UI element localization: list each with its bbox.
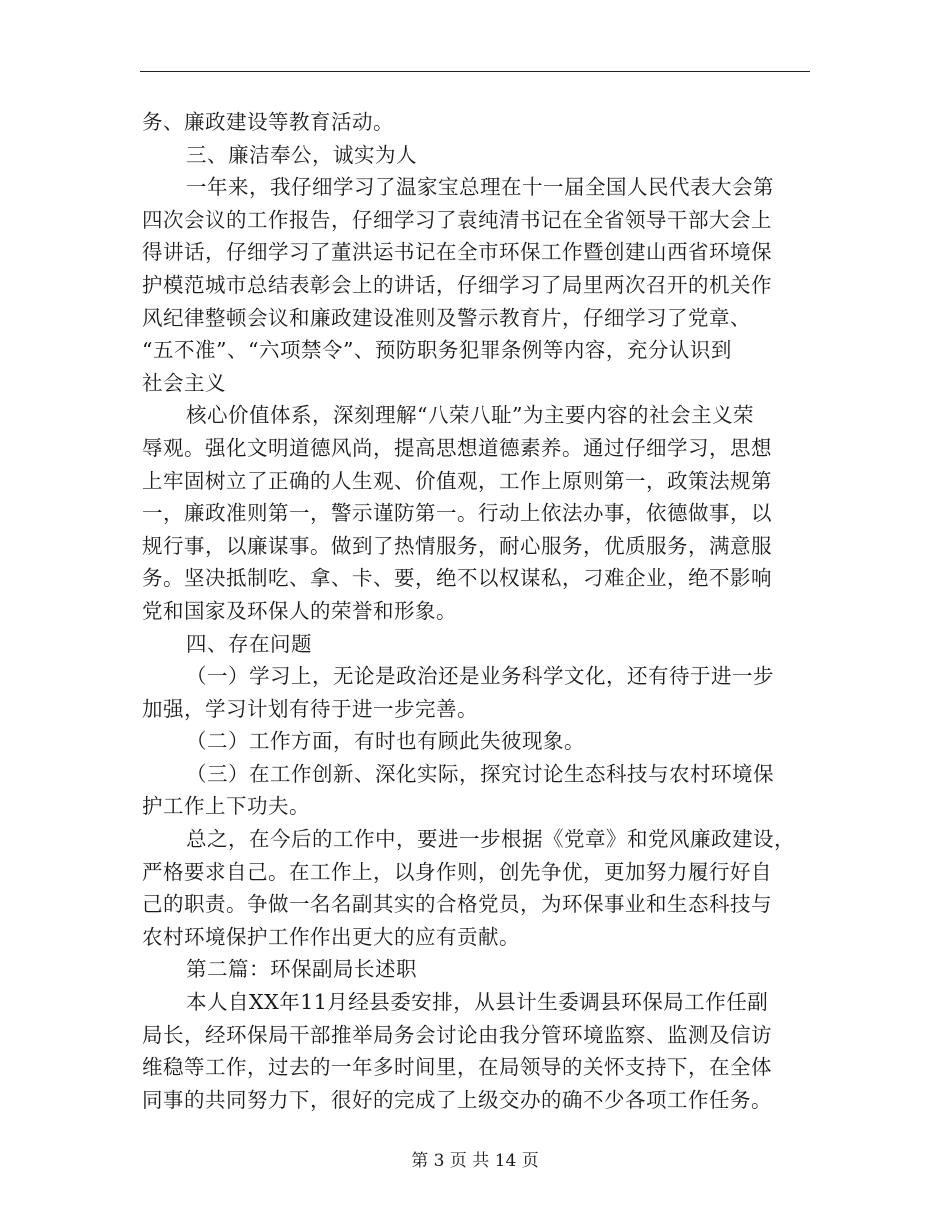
text-line: 规行事，以廉谋事。做到了热情服务，耐心服务，优质服务，满意服 [142, 533, 772, 558]
text-line: 己的职责。争做一名名副其实的合格党员，为环保事业和生态科技与 [142, 892, 772, 917]
text-line: （二）工作方面，有时也有顾此失彼现象。 [186, 729, 585, 754]
text-line: 护工作上下功夫。 [142, 794, 310, 819]
text-line: 上牢固树立了正确的人生观、价值观，工作上原则第一，政策法规第 [142, 468, 772, 493]
text-line: 务、廉政建设等教育活动。 [142, 110, 394, 134]
text-line: 加强，学习计划有待于进一步完善。 [142, 696, 478, 721]
text-line: 第二篇：环保副局长述职 [186, 957, 417, 982]
text-line: 四、存在问题 [186, 631, 312, 656]
text-line: 农村环境保护工作作出更大的应有贡献。 [142, 924, 520, 949]
text-line: “五不准”、“六项禁令”、预防职务犯罪条例等内容，充分认识到 [142, 338, 732, 363]
document-body [142, 106, 812, 1116]
text-line: 务。坚决抵制吃、拿、卡、要，绝不以权谋私，刁难企业，绝不影响 [142, 566, 772, 591]
text-line: 总之，在今后的工作中，要进一步根据《党章》和党风廉政建设， [186, 827, 795, 852]
text-line: 一年来，我仔细学习了温家宝总理在十一届全国人民代表大会第 [186, 175, 774, 200]
text-line: 风纪律整顿会议和廉政建设准则及警示教育片，仔细学习了党章、 [142, 305, 751, 330]
text-line: 核心价值体系，深刻理解“八荣八耻”为主要内容的社会主义荣 [186, 403, 754, 428]
page-number-footer: 第 3 页 共 14 页 [411, 1151, 539, 1171]
text-line: 辱观。强化文明道德风尚，提高思想道德素养。通过仔细学习，思想 [142, 435, 772, 460]
text-line: 党和国家及环保人的荣誉和形象。 [142, 598, 457, 623]
text-line: 同事的共同努力下，很好的完成了上级交办的确不少各项工作任务。 [142, 1087, 772, 1112]
header-rule [140, 71, 810, 72]
text-line: 维稳等工作，过去的一年多时间里，在局领导的关怀支持下，在全体 [142, 1055, 772, 1080]
text-line: （一）学习上，无论是政治还是业务科学文化，还有待于进一步 [186, 664, 774, 689]
text-line: 一，廉政准则第一，警示谨防第一。行动上依法办事，依德做事，以 [142, 501, 772, 526]
text-line: 严格要求自己。在工作上，以身作则，创先争优，更加努力履行好自 [142, 859, 772, 884]
text-line: 护模范城市总结表彰会上的讲话，仔细学习了局里两次召开的机关作 [142, 272, 772, 297]
text-line: 局长，经环保局干部推举局务会讨论由我分管环境监察、监测及信访 [142, 1022, 772, 1047]
text-line: 三、廉洁奉公，诚实为人 [186, 142, 417, 167]
text-line: 社会主义 [142, 370, 226, 395]
text-line: （三）在工作创新、深化实际，探究讨论生态科技与农村环境保 [186, 761, 774, 786]
text-line: 得讲话，仔细学习了董洪运书记在全市环保工作暨创建山西省环境保 [142, 240, 772, 265]
text-line: 四次会议的工作报告，仔细学习了袁纯清书记在全省领导干部大会上 [142, 207, 772, 232]
text-line: 本人自XX年11月经县委安排，从县计生委调县环保局工作任副 [186, 990, 769, 1015]
